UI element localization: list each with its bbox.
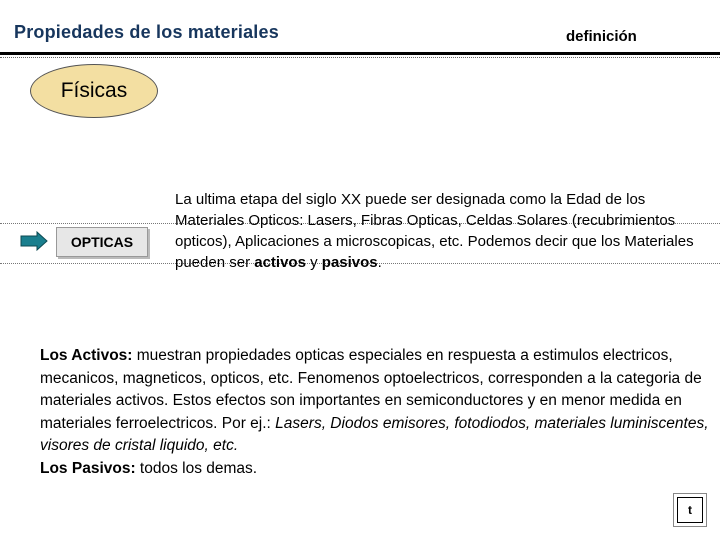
- intro-activos: activos: [254, 254, 306, 271]
- intro-text: La ultima etapa del siglo XX puede ser designada como la Edad de los Materiales Opticos: Lasers, Fibras Opticas, Celdas Solares (recubrimientos opticos), Aplicaciones a microscopicas, etc. Podemos decir que los Materiales pueden ser: [175, 191, 694, 271]
- nav-button[interactable]: [677, 497, 703, 523]
- intro-conjunction: y: [305, 254, 322, 271]
- page-title: Propiedades de los materiales: [14, 22, 279, 42]
- page-subtitle: definición: [566, 28, 637, 45]
- opticas-label: OPTICAS: [70, 234, 134, 250]
- intro-paragraph: [175, 189, 715, 273]
- intro-pasivos: pasivos: [321, 254, 378, 271]
- category-oval: [30, 64, 158, 118]
- pasivos-label: Los Pasivos:: [40, 459, 136, 477]
- right-arrow-icon: [20, 231, 48, 251]
- pasivos-text: todos los demas.: [135, 459, 258, 477]
- category-oval-label: Físicas: [60, 79, 128, 102]
- header-rule: [0, 52, 720, 55]
- opticas-box: [56, 227, 148, 257]
- definitions-block: [40, 345, 716, 480]
- activos-label: Los Activos:: [40, 347, 133, 364]
- intro-end: .: [377, 254, 382, 271]
- header-dotted-rule: [0, 57, 720, 58]
- nav-button-label: t: [688, 503, 692, 517]
- activos-examples: Lasers, Diodos emisores, fotodiodos, materiales luminiscentes, visores de cristal liquido, etc.: [40, 414, 709, 454]
- activos-text: muestran propiedades opticas especiales en respuesta a estimulos electricos, mecanicos, magneticos, opticos, etc. Fenomenos optoelectricos, corresponden a la categoria de materiales activos. Estos efectos son importantes en semiconductores y en menor medida en materiales ferroelectricos. Por ej.:: [40, 347, 702, 432]
- pasivos-paragraph: [40, 458, 716, 481]
- activos-paragraph: [40, 345, 716, 458]
